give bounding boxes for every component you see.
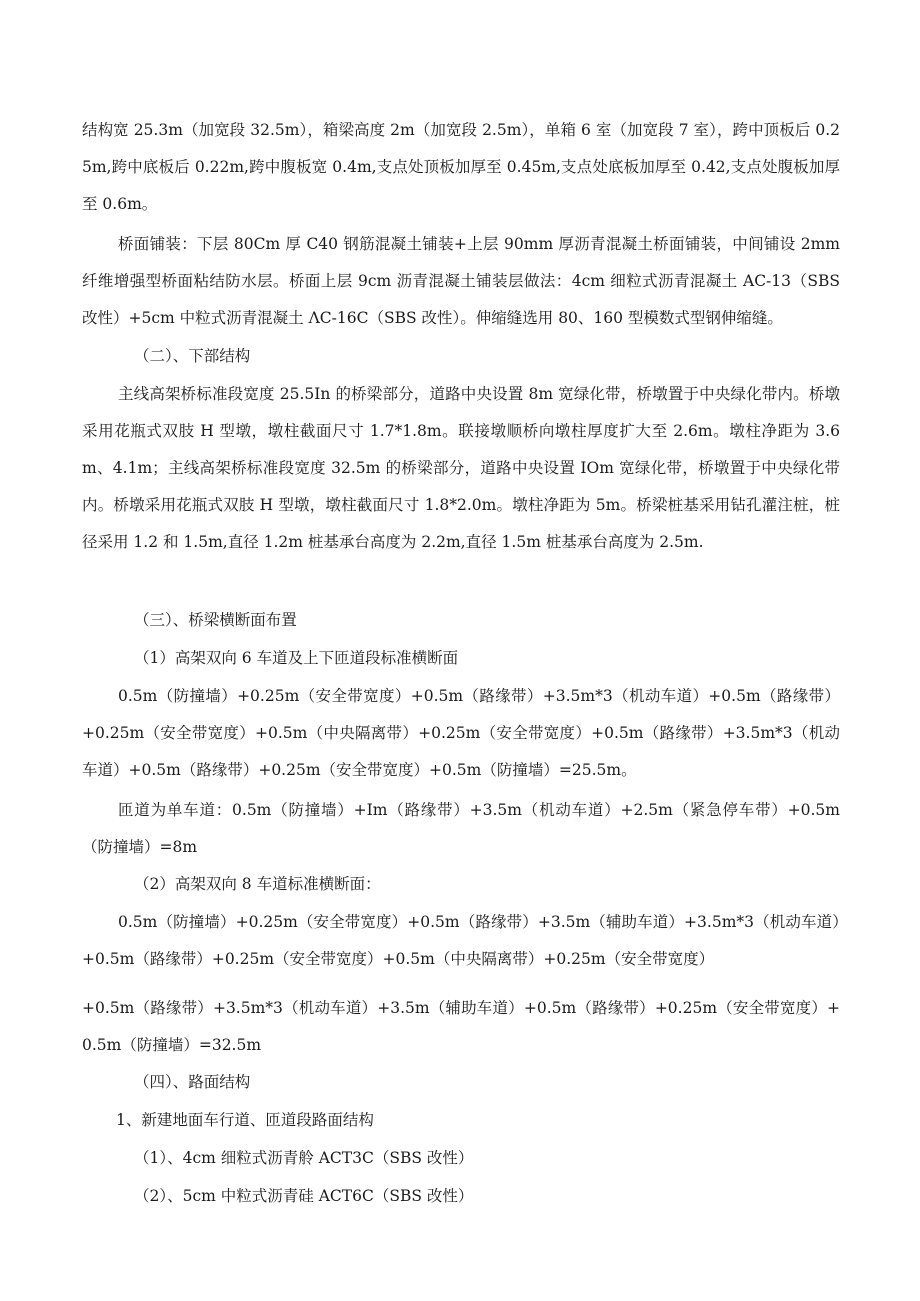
- paragraph-box-girder: 结构宽 25.3m（加宽段 32.5m），箱梁高度 2m（加宽段 2.5m），单箱 6 室（加宽段 7 室），跨中顶板后 0.25m,跨中底板后 0.22m,跨中腹板宽 0.4m,支点处顶板加厚至 0.45m,支点处底板加厚至 0.42,支点处腹板加厚至 0.6m。: [82, 121, 840, 213]
- list-item-layer-2: （2）、5cm 中粒式沥青硅 ACT6C（SBS 改性）: [134, 1187, 474, 1205]
- subheading-8-lane: （2）高架双向 8 车道标准横断面：: [134, 875, 381, 893]
- paragraph-deck-pavement: 桥面铺装：下层 80Cm 厚 C40 钢筋混凝土铺装+上层 90mm 厚沥青混凝土桥面铺装，中间铺设 2mm 纤维增强型桥面粘结防水层。桥面上层 9cm 沥青混凝土铺装层做法：4cm 细粒式沥青混凝土 AC-13（SBS 改性）+5cm 中粒式沥青混凝土 ΛC-16C（SBS 改性）。伸缩缝选用 80、160 型模数式型钢伸缩缝。: [82, 235, 840, 327]
- paragraph-piers: 主线高架桥标准段宽度 25.5In 的桥梁部分，道路中央设置 8m 宽绿化带，桥墩置于中央绿化带内。桥墩采用花瓶式双肢 H 型墩，墩柱截面尺寸 1.7*1.8m。联接墩顺桥向墩柱厚度扩大至 2.6m。墩柱净距为 3.6m、4.1m；主线高架桥标准段宽度 32.5m 的桥梁部分，道路中央设置 IOm 宽绿化带，桥墩置于中央绿化带内。桥墩采用花瓶式双肢 H 型墩，墩柱截面尺寸 1.8*2.0m。墩柱净距为 5m。桥梁桩基采用钻孔灌注桩，桩径采用 1.2 和 1.5m,直径 1.2m 桩基承台高度为 2.2m,直径 1.5m 桩基承台高度为 2.5m.: [82, 385, 840, 551]
- heading-pavement-structure: （四）、路面结构: [134, 1073, 251, 1091]
- paragraph-6-lane-formula: 0.5m（防撞墙）+0.25m（安全带宽度）+0.5m（路缘带）+3.5m*3（机动车道）+0.5m（路缘带）+0.25m（安全带宽度）+0.5m（中央隔离带）+0.25m（安全带宽度）+0.5m（路缘带）+3.5m*3（机动车道）+0.5m（路缘带）+0.25m（安全带宽度）+0.5m（防撞墙）=25.5m。: [82, 687, 840, 779]
- paragraph-8-lane-formula-a: 0.5m（防撞墙）+0.25m（安全带宽度）+0.5m（路缘带）+3.5m（辅助车道）+3.5m*3（机动车道）+0.5m（路缘带）+0.25m（安全带宽度）+0.5m（中央隔离带）+0.25m（安全带宽度）: [82, 913, 840, 968]
- paragraph-8-lane-formula-b: +0.5m（路缘带）+3.5m*3（机动车道）+3.5m（辅助车道）+0.5m（路缘带）+0.25m（安全带宽度）+0.5m（防撞墙）=32.5m: [82, 999, 840, 1054]
- list-item-layer-1: （1）、4cm 细粒式沥青舲 ACT3C（SBS 改性）: [134, 1149, 474, 1167]
- paragraph-ramp-formula: 匝道为单车道：0.5m（防撞墙）+Im（路缘带）+3.5m（机动车道）+2.5m（紧急停车带）+0.5m（防撞墙）=8m: [82, 801, 840, 856]
- heading-cross-section: （三）、桥梁横断面布置: [134, 611, 297, 629]
- subheading-new-roadway: 1、新建地面车行道、匝道段路面结构: [116, 1111, 374, 1129]
- subheading-6-lane: （1）高架双向 6 车道及上下匝道段标准横断面: [134, 649, 459, 667]
- heading-substructure: （二）、下部结构: [134, 347, 251, 365]
